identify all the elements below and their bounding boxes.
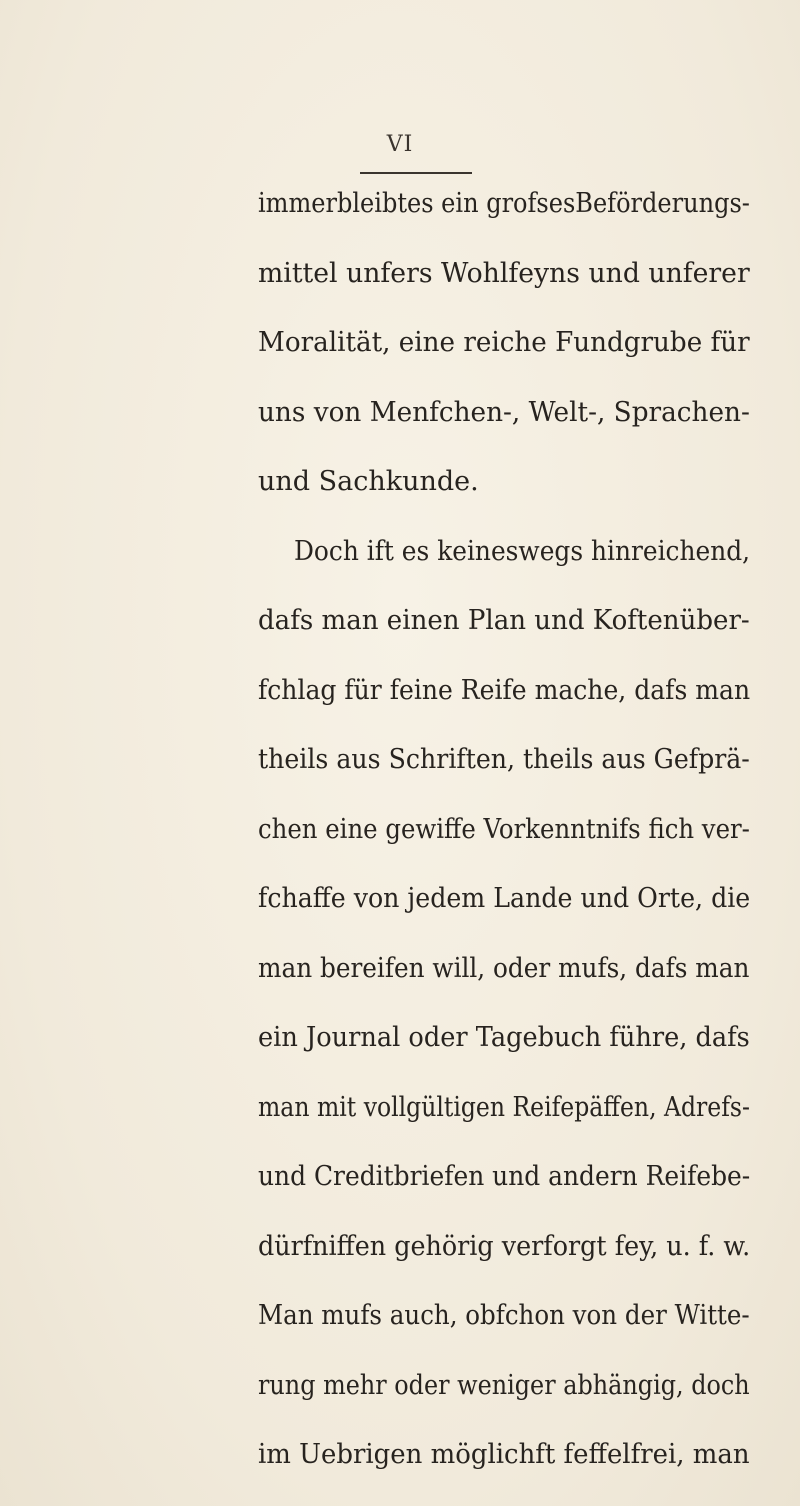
text-line: Moralität, eine reiche Fundgrube für [258,327,750,358]
text-line: theils aus Schriften, theils aus Gefprä- [258,744,750,775]
text-line: und Sachkunde. [258,466,479,497]
text-line: mittel unfers Wohlfeyns und unferer [258,257,750,289]
text-line: chen eine gewiffe Vorkenntnifs fich ver- [258,813,750,845]
text-line: fchaffe von jedem Lande und Orte, die [258,883,751,914]
text-line: dürfniffen gehörig verforgt fey, u. f. w. [258,1230,751,1262]
text-line: Doch ift es keineswegs hinreichend, [294,535,751,567]
text-line: Man mufs auch, obfchon von der Witte- [258,1300,750,1331]
text-line: und Creditbriefen und andern Reifebe- [258,1161,751,1192]
text-line: man mit vollgültigen Reifepäffen, Adrefs- [258,1091,750,1123]
text-line: dafs man einen Plan und Koftenüber- [258,605,750,636]
text-line: uns von Menfchen-, Welt-, Sprachen- [258,396,750,428]
text-line: ein Journal oder Tagebuch führe, dafs [258,1022,750,1053]
text-line: im Uebrigen möglichft feffelfrei, man [258,1439,750,1470]
text-line: fchlag für feine Reife mache, dafs man [258,674,751,706]
page-number: VI [386,132,414,157]
text-line: man bereifen will, oder mufs, dafs man [258,952,750,984]
text-line: immerbleibtes ein grofsesBeförderungs- [258,188,750,219]
text-line: rung mehr oder weniger abhängig, doch [258,1369,750,1401]
